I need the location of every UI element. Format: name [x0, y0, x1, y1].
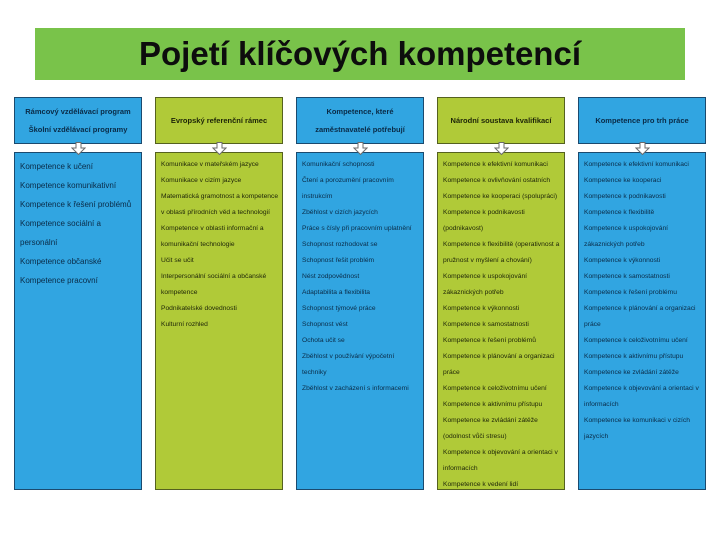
list-item: Zběhlost v používání výpočetní techniky	[302, 353, 395, 376]
list-item: Kompetence k řešení problému	[584, 289, 677, 296]
column-header-line: Kompetence, které	[326, 107, 394, 116]
list-item: Schopnost týmové práce	[302, 305, 376, 312]
list-item: Kompetence k uspokojování zákaznických potřeb	[584, 225, 669, 248]
column-header-line: Rámcový vzdělávací program	[25, 107, 131, 116]
list-item: Kompetence k uspokojování zákaznických potřeb	[443, 273, 528, 296]
column-header-line: Evropský referenční rámec	[170, 115, 268, 125]
list-item: Schopnost řešit problém	[302, 257, 375, 264]
competency-column	[155, 97, 283, 490]
list-item: Kompetence sociální a personální	[20, 219, 101, 247]
list-item: Kompetence k vedení lidí	[443, 481, 519, 488]
list-item: Učit se učit	[161, 257, 194, 264]
competency-list	[155, 152, 283, 490]
list-item: Nést zodpovědnost	[302, 273, 360, 280]
list-item: Komunikace v cizím jazyce	[161, 177, 242, 184]
list-item: Kompetence k řešení problémů	[443, 337, 536, 344]
list-item: Kompetence k samostatnosti	[584, 273, 670, 280]
list-item: Adaptabilita a flexibilita	[302, 289, 371, 296]
list-item: Kompetence pracovní	[20, 276, 98, 285]
list-item: Interpersonální sociální a občanské kompetence	[161, 273, 267, 296]
list-item: Kompetence ke kooperaci (spolupráci)	[443, 193, 558, 200]
column-header	[578, 97, 706, 144]
arrow-connector	[578, 144, 706, 152]
column-header	[14, 97, 142, 144]
list-item: Čtení a porozumění pracovním instrukcím	[302, 177, 394, 200]
list-item: Kompetence ke zvládání zátěže (odolnost vůči stresu)	[443, 417, 538, 440]
list-item: Schopnost vést	[302, 321, 348, 328]
list-item: Kompetence k plánování a organizaci práce	[443, 353, 555, 376]
arrow-connector	[437, 144, 565, 152]
list-item: Zběhlost v cizích jazycích	[302, 209, 378, 216]
down-arrow-icon	[494, 142, 509, 155]
down-arrow-icon	[71, 142, 86, 155]
down-arrow-icon	[353, 142, 368, 155]
list-item: Ochota učit se	[302, 337, 345, 344]
list-item: Kompetence k celoživotnímu učení	[584, 337, 688, 344]
competency-column	[14, 97, 142, 490]
arrow-connector	[14, 144, 142, 152]
down-arrow-icon	[212, 142, 227, 155]
competency-list	[578, 152, 706, 490]
list-item: Kompetence ke zvládání zátěže	[584, 369, 679, 376]
list-item: Práce s čísly při pracovním uplatnění	[302, 225, 412, 232]
list-item: Kompetence ke komunikaci v cizích jazycích	[584, 417, 690, 440]
list-item: Kompetence k efektivní komunikaci	[443, 161, 548, 168]
list-item: Kompetence k flexibilitě (operativnost a pružnost v myšlení a chování)	[443, 241, 560, 264]
column-header	[437, 97, 565, 144]
column-header-line: zaměstnavatelé potřebují	[315, 124, 405, 134]
down-arrow-icon	[635, 142, 650, 155]
list-item: Matematická gramotnost a kompetence v oblasti přírodních věd a technologií	[161, 193, 279, 216]
competency-columns	[14, 97, 706, 490]
list-item: Kompetence k podnikavosti	[584, 193, 666, 200]
column-header-line: Národní soustava kvalifikací	[450, 115, 552, 125]
list-item: Kompetence k flexibilitě	[584, 209, 655, 216]
list-item: Podnikatelské dovednosti	[161, 305, 237, 312]
list-item: Kompetence k efektivní komunikaci	[584, 161, 689, 168]
column-header	[296, 97, 424, 144]
competency-column	[437, 97, 565, 490]
list-item: Kompetence k celoživotnímu učení	[443, 385, 547, 392]
list-item: Kompetence komunikativní	[20, 181, 117, 190]
list-item: Zběhlost v zacházení s informacemi	[302, 385, 409, 392]
list-item: Schopnost rozhodovat se	[302, 241, 378, 248]
column-header-line: Školní vzdělávací programy	[28, 124, 128, 134]
list-item: Kompetence k objevování a orientaci v informacích	[584, 385, 699, 408]
list-item: Kompetence k řešení problémů	[20, 200, 132, 209]
arrow-connector	[155, 144, 283, 152]
list-item: Kompetence občanské	[20, 257, 102, 266]
list-item: Kompetence k ovlivňování ostatních	[443, 177, 551, 184]
list-item: Kompetence k výkonnosti	[443, 305, 520, 312]
competency-list	[296, 152, 424, 490]
arrow-connector	[296, 144, 424, 152]
list-item: Kompetence k objevování a orientaci v informacích	[443, 449, 558, 472]
list-item: Komunikace v mateřském jazyce	[161, 161, 259, 168]
list-item: Kulturní rozhled	[161, 321, 208, 328]
list-item: Kompetence k podnikavosti (podnikavost)	[443, 209, 525, 232]
column-header	[155, 97, 283, 144]
list-item: Kompetence k aktivnímu přístupu	[584, 353, 684, 360]
competency-column	[578, 97, 706, 490]
list-item: Kompetence v oblasti informační a komunikační technologie	[161, 225, 264, 248]
list-item: Kompetence k aktivnímu přístupu	[443, 401, 543, 408]
competency-list	[437, 152, 565, 490]
list-item: Kompetence ke kooperaci	[584, 177, 662, 184]
competency-column	[296, 97, 424, 490]
competency-list	[14, 152, 142, 490]
list-item: Komunikační schopnosti	[302, 161, 375, 168]
list-item: Kompetence k samostatnosti	[443, 321, 529, 328]
list-item: Kompetence k plánování a organizaci práce	[584, 305, 696, 328]
list-item: Kompetence k výkonnosti	[584, 257, 661, 264]
list-item: Kompetence k učení	[20, 162, 93, 171]
page-title: Pojetí klíčových kompetencí	[35, 28, 685, 80]
column-header-line: Kompetence pro trh práce	[595, 115, 689, 125]
